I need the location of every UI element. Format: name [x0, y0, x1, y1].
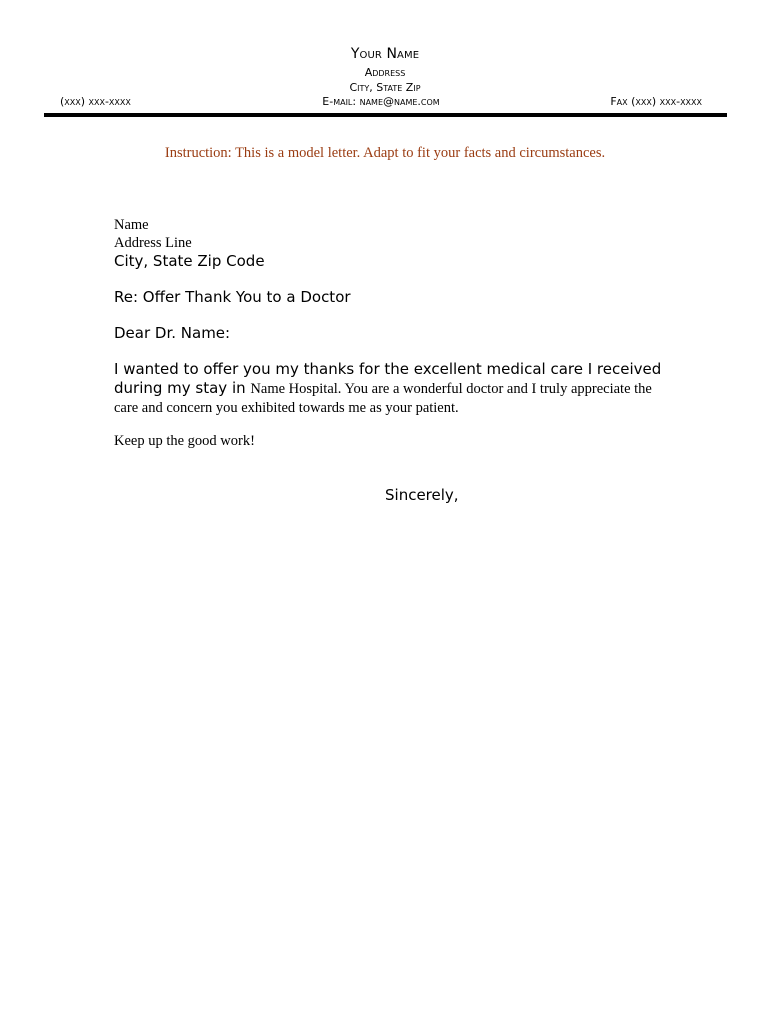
body-paragraph	[114, 360, 674, 417]
body-line-3: care and concern you exhibited towards me as your patient.	[114, 400, 459, 416]
recipient-city-state-zip: City, State Zip Code	[114, 252, 265, 270]
body-line-2	[114, 379, 674, 399]
contact-row	[60, 95, 702, 111]
body-line-1: I wanted to offer you my thanks for the excellent medical care I received	[114, 360, 662, 378]
recipient-address-line: Address Line	[114, 235, 192, 251]
subject-line: Re: Offer Thank You to a Doctor	[114, 288, 351, 306]
sender-name: Your Name	[350, 46, 420, 62]
instruction-note: Instruction: This is a model letter. Adapt to fit your facts and circumstances.	[164, 145, 606, 161]
body-line-2-end: Name Hospital. You are a wonderful doctor and I truly appreciate the	[250, 381, 652, 397]
body-line-2-start: during my stay in	[114, 379, 251, 397]
sender-address: Address	[364, 66, 406, 79]
sender-fax: Fax (xxx) xxx-xxxx	[610, 95, 702, 108]
sender-city-state-zip: City, State Zip	[349, 81, 421, 94]
recipient-name: Name	[114, 217, 149, 233]
signoff: Sincerely,	[385, 486, 459, 504]
closing-paragraph: Keep up the good work!	[114, 433, 255, 449]
salutation: Dear Dr. Name:	[114, 324, 231, 342]
letterhead-divider	[44, 113, 727, 117]
sender-phone: (xxx) xxx-xxxx	[60, 95, 131, 108]
sender-email: E-mail: name@name.com	[322, 95, 440, 108]
